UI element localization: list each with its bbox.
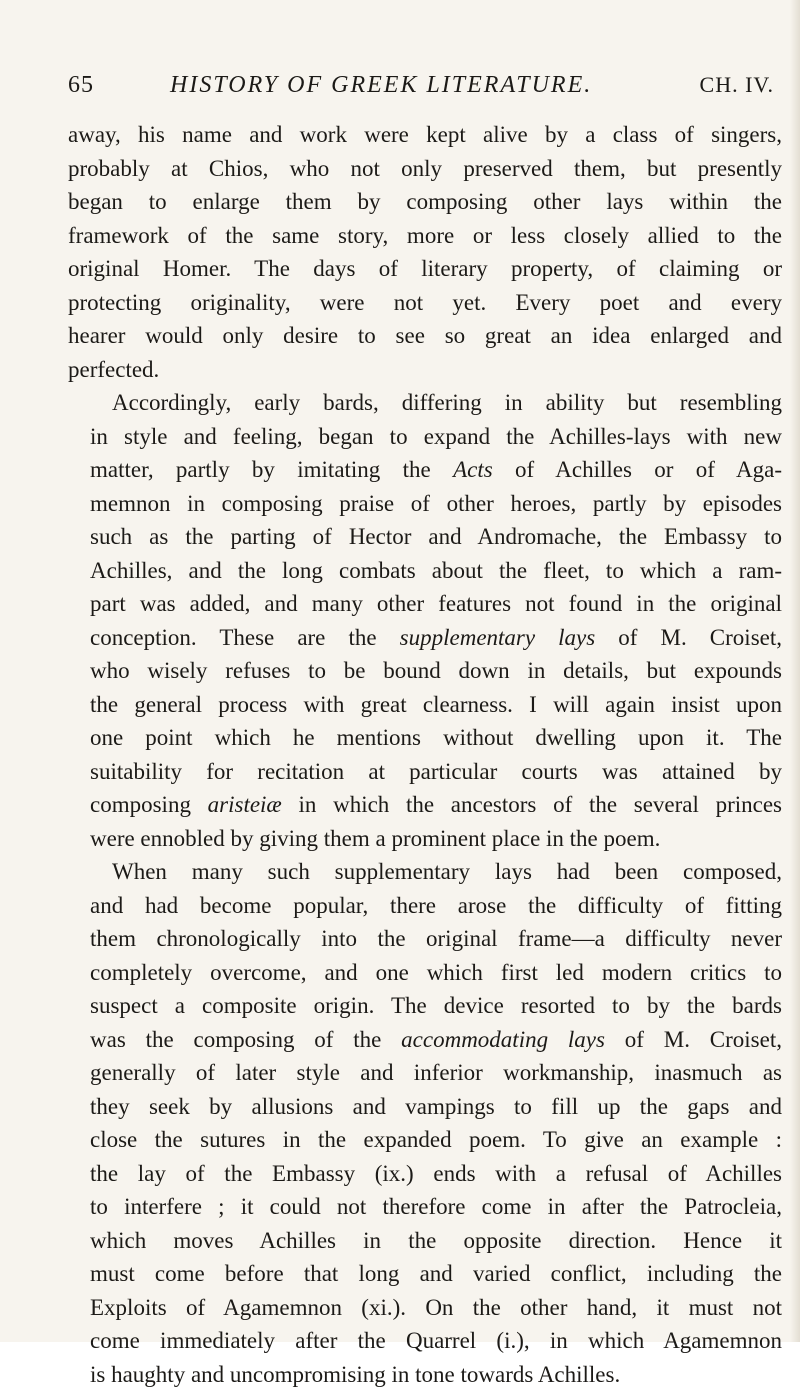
- text-run: which moves Achilles in the opposite direction. Hence it: [90, 1228, 782, 1253]
- running-header: [68, 72, 788, 108]
- text-line: [68, 621, 782, 655]
- text-run: them chronologically into the original frame—a difficulty never: [90, 926, 782, 951]
- text-line: [68, 520, 782, 554]
- text-run: and had become popular, there arose the difficulty of fitting: [90, 893, 782, 918]
- text-run: Accordingly, early bards, differing in ability but resembling: [112, 390, 782, 415]
- text-run: of M. Croiset,: [595, 625, 782, 650]
- text-line: [68, 688, 782, 722]
- text-run: began to enlarge them by composing other lays within the: [68, 189, 782, 214]
- text-line: [68, 118, 782, 152]
- text-run: away, his name and work were kept alive by a class of singers,: [68, 122, 782, 147]
- text-run: come immediately after the Quarrel (i.), in which Agamemnon: [90, 1328, 782, 1353]
- paragraph: [68, 855, 782, 1391]
- page-number: 65: [68, 72, 94, 99]
- text-run: suspect a composite origin. The device resorted to by the bards: [90, 993, 782, 1018]
- text-run: close the sutures in the expanded poem. To give an example :: [90, 1127, 782, 1152]
- text-line: [68, 353, 782, 387]
- text-line: [68, 855, 782, 889]
- text-line: [68, 185, 782, 219]
- text-run: matter, partly by imitating the: [90, 457, 453, 482]
- paragraph: [68, 386, 782, 855]
- text-run: of M. Croiset,: [605, 1027, 782, 1052]
- italic-text: supplementary lays: [400, 625, 596, 650]
- text-run: framework of the same story, more or less closely allied to the: [68, 223, 782, 248]
- text-run: probably at Chios, who not only preserved them, but presently: [68, 156, 782, 181]
- text-line: [68, 487, 782, 521]
- paragraph: [68, 118, 782, 386]
- text-run: memnon in composing praise of other heroes, partly by episodes: [90, 491, 782, 516]
- text-line: [68, 1090, 782, 1124]
- text-run: in which the ancestors of the several princes: [282, 792, 782, 817]
- text-line: [68, 755, 782, 789]
- text-line: [68, 453, 782, 487]
- chapter-mark: CH. IV.: [700, 72, 774, 98]
- text-line: [68, 1056, 782, 1090]
- text-run: one point which he mentions without dwelling upon it. The: [90, 725, 782, 750]
- italic-text: Acts: [453, 457, 493, 482]
- text-run: suitability for recitation at particular courts was attained by: [90, 759, 782, 784]
- text-line: [68, 956, 782, 990]
- italic-text: aristeiæ: [208, 792, 282, 817]
- text-run: perfected.: [68, 357, 159, 382]
- italic-text: accommodating lays: [401, 1027, 605, 1052]
- text-run: generally of later style and inferior workmanship, inasmuch as: [90, 1060, 782, 1085]
- text-run: they seek by allusions and vampings to fill up the gaps and: [90, 1094, 782, 1119]
- text-line: [68, 319, 782, 353]
- text-run: was the composing of the: [90, 1027, 401, 1052]
- text-line: [68, 1023, 782, 1057]
- text-run: who wisely refuses to be bound down in details, but expounds: [90, 658, 782, 683]
- text-run: conception. These are the: [90, 625, 400, 650]
- text-run: the general process with great clearness. I will again insist upon: [90, 692, 782, 717]
- body-text: [68, 118, 782, 1391]
- text-run: is haughty and uncompromising in tone towards Achilles.: [90, 1362, 620, 1387]
- text-line: [68, 654, 782, 688]
- text-run: the lay of the Embassy (ix.) ends with a refusal of Achilles: [90, 1161, 782, 1186]
- text-line: [68, 1358, 782, 1391]
- text-line: [68, 554, 782, 588]
- running-title: HISTORY OF GREEK LITERATURE.: [170, 72, 592, 99]
- text-run: such as the parting of Hector and Andromache, the Embassy to: [90, 524, 782, 549]
- text-line: [68, 1291, 782, 1325]
- text-line: [68, 989, 782, 1023]
- text-line: [68, 1324, 782, 1358]
- text-run: Exploits of Agamemnon (xi.). On the other hand, it must not: [90, 1295, 782, 1320]
- text-line: [68, 788, 782, 822]
- text-line: [68, 386, 782, 420]
- text-line: [68, 1157, 782, 1191]
- text-line: [68, 286, 782, 320]
- text-run: must come before that long and varied conflict, including the: [90, 1261, 782, 1286]
- text-line: [68, 420, 782, 454]
- text-line: [68, 822, 782, 856]
- text-line: [68, 219, 782, 253]
- page-edge: [790, 0, 800, 1342]
- text-run: When many such supplementary lays had been composed,: [112, 859, 782, 884]
- text-line: [68, 1257, 782, 1291]
- text-line: [68, 889, 782, 923]
- text-run: in style and feeling, began to expand the Achilles-lays with new: [90, 424, 782, 449]
- text-line: [68, 721, 782, 755]
- text-run: were ennobled by giving them a prominent place in the poem.: [90, 826, 660, 851]
- text-line: [68, 1123, 782, 1157]
- text-run: hearer would only desire to see so great an idea enlarged and: [68, 323, 782, 348]
- text-line: [68, 1224, 782, 1258]
- text-run: to interfere ; it could not therefore come in after the Patrocleia,: [90, 1194, 782, 1219]
- text-line: [68, 252, 782, 286]
- text-line: [68, 922, 782, 956]
- text-line: [68, 152, 782, 186]
- text-run: Achilles, and the long combats about the fleet, to which a ram-: [90, 558, 782, 583]
- text-run: composing: [90, 792, 208, 817]
- text-run: part was added, and many other features not found in the original: [90, 591, 782, 616]
- text-run: original Homer. The days of literary property, of claiming or: [68, 256, 782, 281]
- text-run: of Achilles or of Aga-: [493, 457, 782, 482]
- text-run: completely overcome, and one which first led modern critics to: [90, 960, 782, 985]
- text-run: protecting originality, were not yet. Every poet and every: [68, 290, 782, 315]
- text-line: [68, 1190, 782, 1224]
- text-line: [68, 587, 782, 621]
